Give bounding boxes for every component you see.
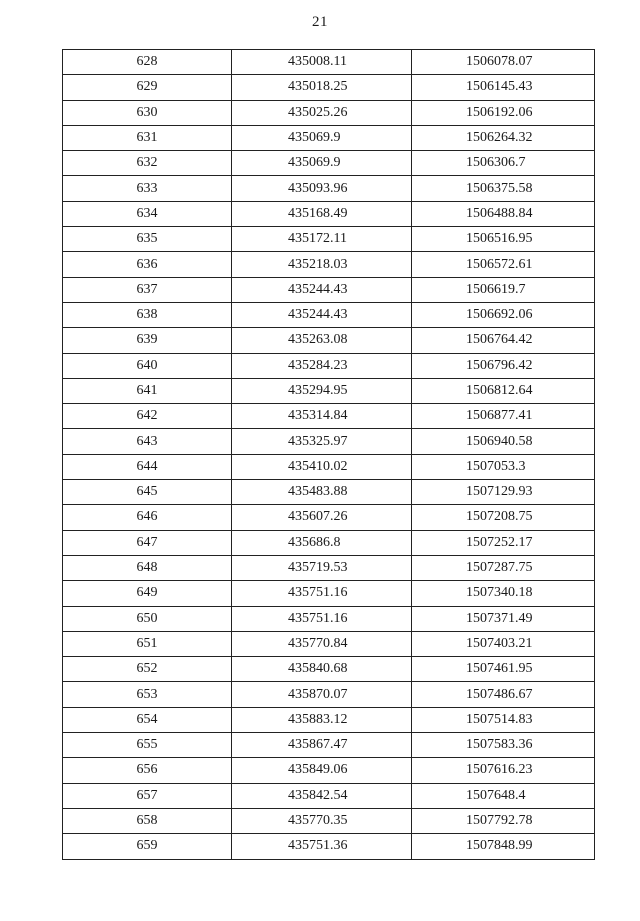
page-number: 21 — [312, 14, 328, 30]
table-row — [63, 783, 595, 808]
y-coordinate-cell: 1506877.41 — [412, 404, 595, 429]
table-row — [63, 151, 595, 176]
table-row — [63, 555, 595, 580]
point-number-cell: 634 — [63, 201, 232, 226]
y-coordinate-cell: 1507792.78 — [412, 808, 595, 833]
x-coordinate-cell: 435751.36 — [232, 834, 412, 859]
x-coordinate-cell: 435410.02 — [232, 454, 412, 479]
y-coordinate-cell: 1506078.07 — [412, 50, 595, 75]
y-coordinate-cell: 1506764.42 — [412, 328, 595, 353]
x-coordinate-cell: 435719.53 — [232, 555, 412, 580]
table-row — [63, 429, 595, 454]
table-row — [63, 252, 595, 277]
point-number-cell: 638 — [63, 302, 232, 327]
x-coordinate-cell: 435840.68 — [232, 657, 412, 682]
table-row — [63, 505, 595, 530]
y-coordinate-cell: 1507648.4 — [412, 783, 595, 808]
y-coordinate-cell: 1506488.84 — [412, 201, 595, 226]
y-coordinate-cell: 1506692.06 — [412, 302, 595, 327]
y-coordinate-cell: 1506796.42 — [412, 353, 595, 378]
table-row — [63, 480, 595, 505]
table-row — [63, 75, 595, 100]
table-row — [63, 606, 595, 631]
y-coordinate-cell: 1507053.3 — [412, 454, 595, 479]
point-number-cell: 637 — [63, 277, 232, 302]
point-number-cell: 641 — [63, 378, 232, 403]
table-row — [63, 302, 595, 327]
x-coordinate-cell: 435172.11 — [232, 227, 412, 252]
point-number-cell: 631 — [63, 125, 232, 150]
table-row — [63, 758, 595, 783]
x-coordinate-cell: 435686.8 — [232, 530, 412, 555]
x-coordinate-cell: 435018.25 — [232, 75, 412, 100]
table-row — [63, 530, 595, 555]
point-number-cell: 648 — [63, 555, 232, 580]
table-row — [63, 176, 595, 201]
point-number-cell: 643 — [63, 429, 232, 454]
table-row — [63, 733, 595, 758]
y-coordinate-cell: 1506516.95 — [412, 227, 595, 252]
point-number-cell: 659 — [63, 834, 232, 859]
x-coordinate-cell: 435244.43 — [232, 277, 412, 302]
table-row — [63, 657, 595, 682]
point-number-cell: 649 — [63, 581, 232, 606]
point-number-cell: 655 — [63, 733, 232, 758]
point-number-cell: 642 — [63, 404, 232, 429]
point-number-cell: 657 — [63, 783, 232, 808]
table-row — [63, 100, 595, 125]
y-coordinate-cell: 1506812.64 — [412, 378, 595, 403]
table-row — [63, 454, 595, 479]
y-coordinate-cell: 1506145.43 — [412, 75, 595, 100]
y-coordinate-cell: 1507129.93 — [412, 480, 595, 505]
point-number-cell: 653 — [63, 682, 232, 707]
y-coordinate-cell: 1506619.7 — [412, 277, 595, 302]
x-coordinate-cell: 435849.06 — [232, 758, 412, 783]
table-row — [63, 404, 595, 429]
table-row — [63, 277, 595, 302]
table-row — [63, 707, 595, 732]
point-number-cell: 645 — [63, 480, 232, 505]
point-number-cell: 639 — [63, 328, 232, 353]
x-coordinate-cell: 435294.95 — [232, 378, 412, 403]
y-coordinate-cell: 1507252.17 — [412, 530, 595, 555]
y-coordinate-cell: 1507486.67 — [412, 682, 595, 707]
point-number-cell: 636 — [63, 252, 232, 277]
y-coordinate-cell: 1507848.99 — [412, 834, 595, 859]
table-row — [63, 353, 595, 378]
y-coordinate-cell: 1507287.75 — [412, 555, 595, 580]
point-number-cell: 630 — [63, 100, 232, 125]
x-coordinate-cell: 435842.54 — [232, 783, 412, 808]
coordinates-table-body — [63, 50, 595, 860]
table-row — [63, 834, 595, 859]
x-coordinate-cell: 435284.23 — [232, 353, 412, 378]
point-number-cell: 658 — [63, 808, 232, 833]
x-coordinate-cell: 435314.84 — [232, 404, 412, 429]
x-coordinate-cell: 435263.08 — [232, 328, 412, 353]
y-coordinate-cell: 1507616.23 — [412, 758, 595, 783]
table-row — [63, 378, 595, 403]
x-coordinate-cell: 435008.11 — [232, 50, 412, 75]
y-coordinate-cell: 1507208.75 — [412, 505, 595, 530]
y-coordinate-cell: 1507461.95 — [412, 657, 595, 682]
point-number-cell: 650 — [63, 606, 232, 631]
table-row — [63, 631, 595, 656]
point-number-cell: 654 — [63, 707, 232, 732]
x-coordinate-cell: 435093.96 — [232, 176, 412, 201]
point-number-cell: 635 — [63, 227, 232, 252]
x-coordinate-cell: 435069.9 — [232, 151, 412, 176]
point-number-cell: 652 — [63, 657, 232, 682]
y-coordinate-cell: 1507514.83 — [412, 707, 595, 732]
x-coordinate-cell: 435025.26 — [232, 100, 412, 125]
table-row — [63, 50, 595, 75]
x-coordinate-cell: 435770.35 — [232, 808, 412, 833]
point-number-cell: 656 — [63, 758, 232, 783]
x-coordinate-cell: 435751.16 — [232, 581, 412, 606]
coordinates-table — [62, 49, 595, 860]
table-row — [63, 808, 595, 833]
y-coordinate-cell: 1507340.18 — [412, 581, 595, 606]
table-row — [63, 201, 595, 226]
point-number-cell: 632 — [63, 151, 232, 176]
table-row — [63, 125, 595, 150]
x-coordinate-cell: 435168.49 — [232, 201, 412, 226]
x-coordinate-cell: 435870.07 — [232, 682, 412, 707]
x-coordinate-cell: 435751.16 — [232, 606, 412, 631]
table-row — [63, 328, 595, 353]
point-number-cell: 647 — [63, 530, 232, 555]
x-coordinate-cell: 435069.9 — [232, 125, 412, 150]
x-coordinate-cell: 435218.03 — [232, 252, 412, 277]
point-number-cell: 646 — [63, 505, 232, 530]
y-coordinate-cell: 1507583.36 — [412, 733, 595, 758]
point-number-cell: 628 — [63, 50, 232, 75]
point-number-cell: 629 — [63, 75, 232, 100]
y-coordinate-cell: 1506940.58 — [412, 429, 595, 454]
point-number-cell: 644 — [63, 454, 232, 479]
table-row — [63, 227, 595, 252]
y-coordinate-cell: 1506572.61 — [412, 252, 595, 277]
x-coordinate-cell: 435883.12 — [232, 707, 412, 732]
point-number-cell: 640 — [63, 353, 232, 378]
y-coordinate-cell: 1506375.58 — [412, 176, 595, 201]
point-number-cell: 633 — [63, 176, 232, 201]
y-coordinate-cell: 1506306.7 — [412, 151, 595, 176]
point-number-cell: 651 — [63, 631, 232, 656]
x-coordinate-cell: 435244.43 — [232, 302, 412, 327]
x-coordinate-cell: 435483.88 — [232, 480, 412, 505]
x-coordinate-cell: 435867.47 — [232, 733, 412, 758]
y-coordinate-cell: 1506264.32 — [412, 125, 595, 150]
y-coordinate-cell: 1507371.49 — [412, 606, 595, 631]
table-row — [63, 682, 595, 707]
x-coordinate-cell: 435325.97 — [232, 429, 412, 454]
y-coordinate-cell: 1506192.06 — [412, 100, 595, 125]
x-coordinate-cell: 435770.84 — [232, 631, 412, 656]
x-coordinate-cell: 435607.26 — [232, 505, 412, 530]
y-coordinate-cell: 1507403.21 — [412, 631, 595, 656]
table-row — [63, 581, 595, 606]
